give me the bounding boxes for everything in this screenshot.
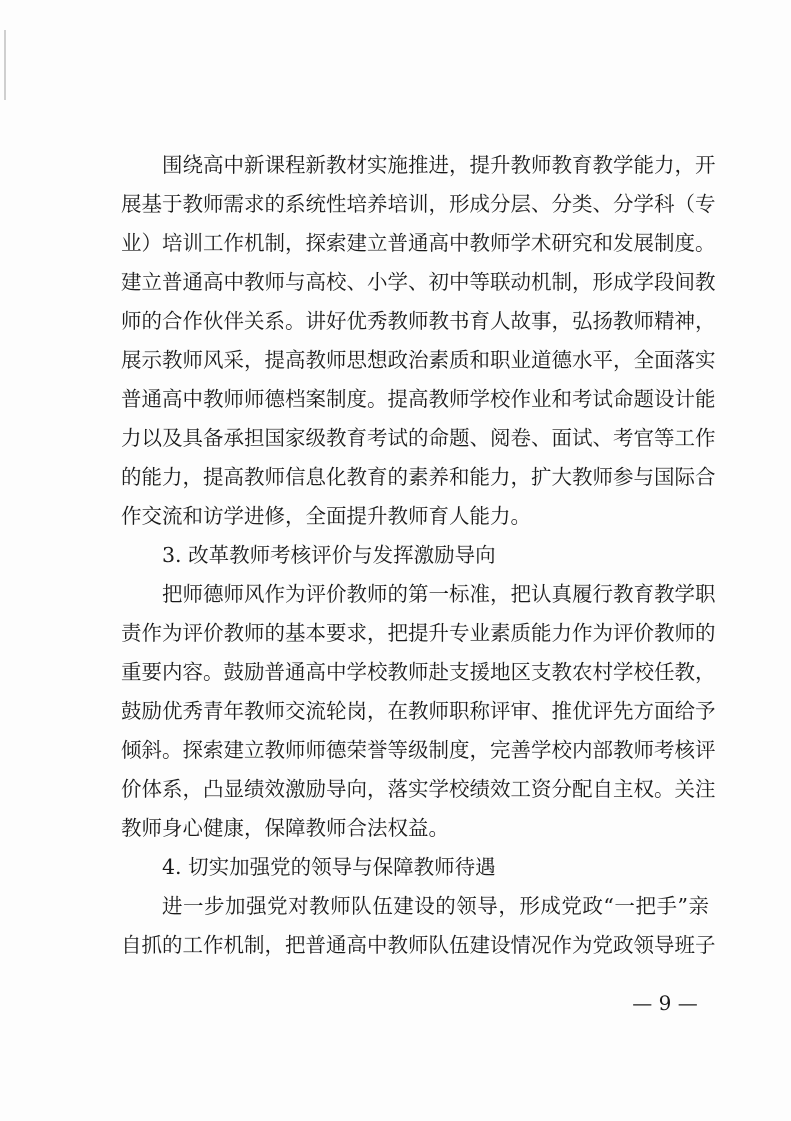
text-line: 师的合作伙伴关系。讲好优秀教师教书育人故事，弘扬教师精神， — [121, 309, 716, 333]
text-line: 业）培训工作机制，探索建立普通高中教师学术研究和发展制度。 — [121, 231, 716, 255]
document-body — [121, 146, 716, 965]
text-line: 进一步加强党对教师队伍建设的领导，形成党政“一把手”亲 — [162, 894, 709, 918]
text-line: 重要内容。鼓励普通高中学校教师赴支援地区支教农村学校任教， — [121, 660, 716, 684]
section-heading: 4. 切实加强党的领导与保障教师待遇 — [162, 855, 496, 879]
text-line: 的能力，提高教师信息化教育的素养和能力，扩大教师参与国际合 — [121, 465, 716, 489]
text-line: 建立普通高中教师与高校、小学、初中等联动机制，形成学段间教 — [121, 270, 716, 294]
scan-edge-mark — [4, 30, 6, 100]
text-line: 鼓励优秀青年教师交流轮岗，在教师职称评审、推优评先方面给予 — [121, 699, 716, 723]
text-line: 围绕高中新课程新教材实施推进，提升教师教育教学能力，开 — [162, 153, 716, 177]
paragraph — [121, 887, 716, 965]
text-line: 倾斜。探索建立教师师德荣誉等级制度，完善学校内部教师考核评 — [121, 738, 716, 762]
text-line: 力以及具备承担国家级教育考试的命题、阅卷、面试、考官等工作 — [121, 426, 716, 450]
text-line: 作交流和访学进修，全面提升教师育人能力。 — [121, 504, 531, 528]
paragraph — [121, 575, 716, 848]
paragraph — [121, 146, 716, 536]
text-line: 价体系，凸显绩效激励导向，落实学校绩效工资分配自主权。关注 — [121, 777, 716, 801]
text-line: 普通高中教师师德档案制度。提高教师学校作业和考试命题设计能 — [121, 387, 716, 411]
page-number: — 9 — — [632, 991, 698, 1015]
text-line: 展基于教师需求的系统性培养培训，形成分层、分类、分学科（专 — [121, 192, 716, 216]
text-line: 展示教师风采，提高教师思想政治素质和职业道德水平，全面落实 — [121, 348, 716, 372]
text-line: 把师德师风作为评价教师的第一标准，把认真履行教育教学职 — [162, 582, 716, 606]
text-line: 自抓的工作机制，把普通高中教师队伍建设情况作为党政领导班子 — [121, 933, 716, 957]
text-line: 教师身心健康，保障教师合法权益。 — [121, 816, 449, 840]
section-heading: 3. 改革教师考核评价与发挥激励导向 — [162, 543, 496, 567]
text-line: 责作为评价教师的基本要求，把提升专业素质能力作为评价教师的 — [121, 621, 716, 645]
